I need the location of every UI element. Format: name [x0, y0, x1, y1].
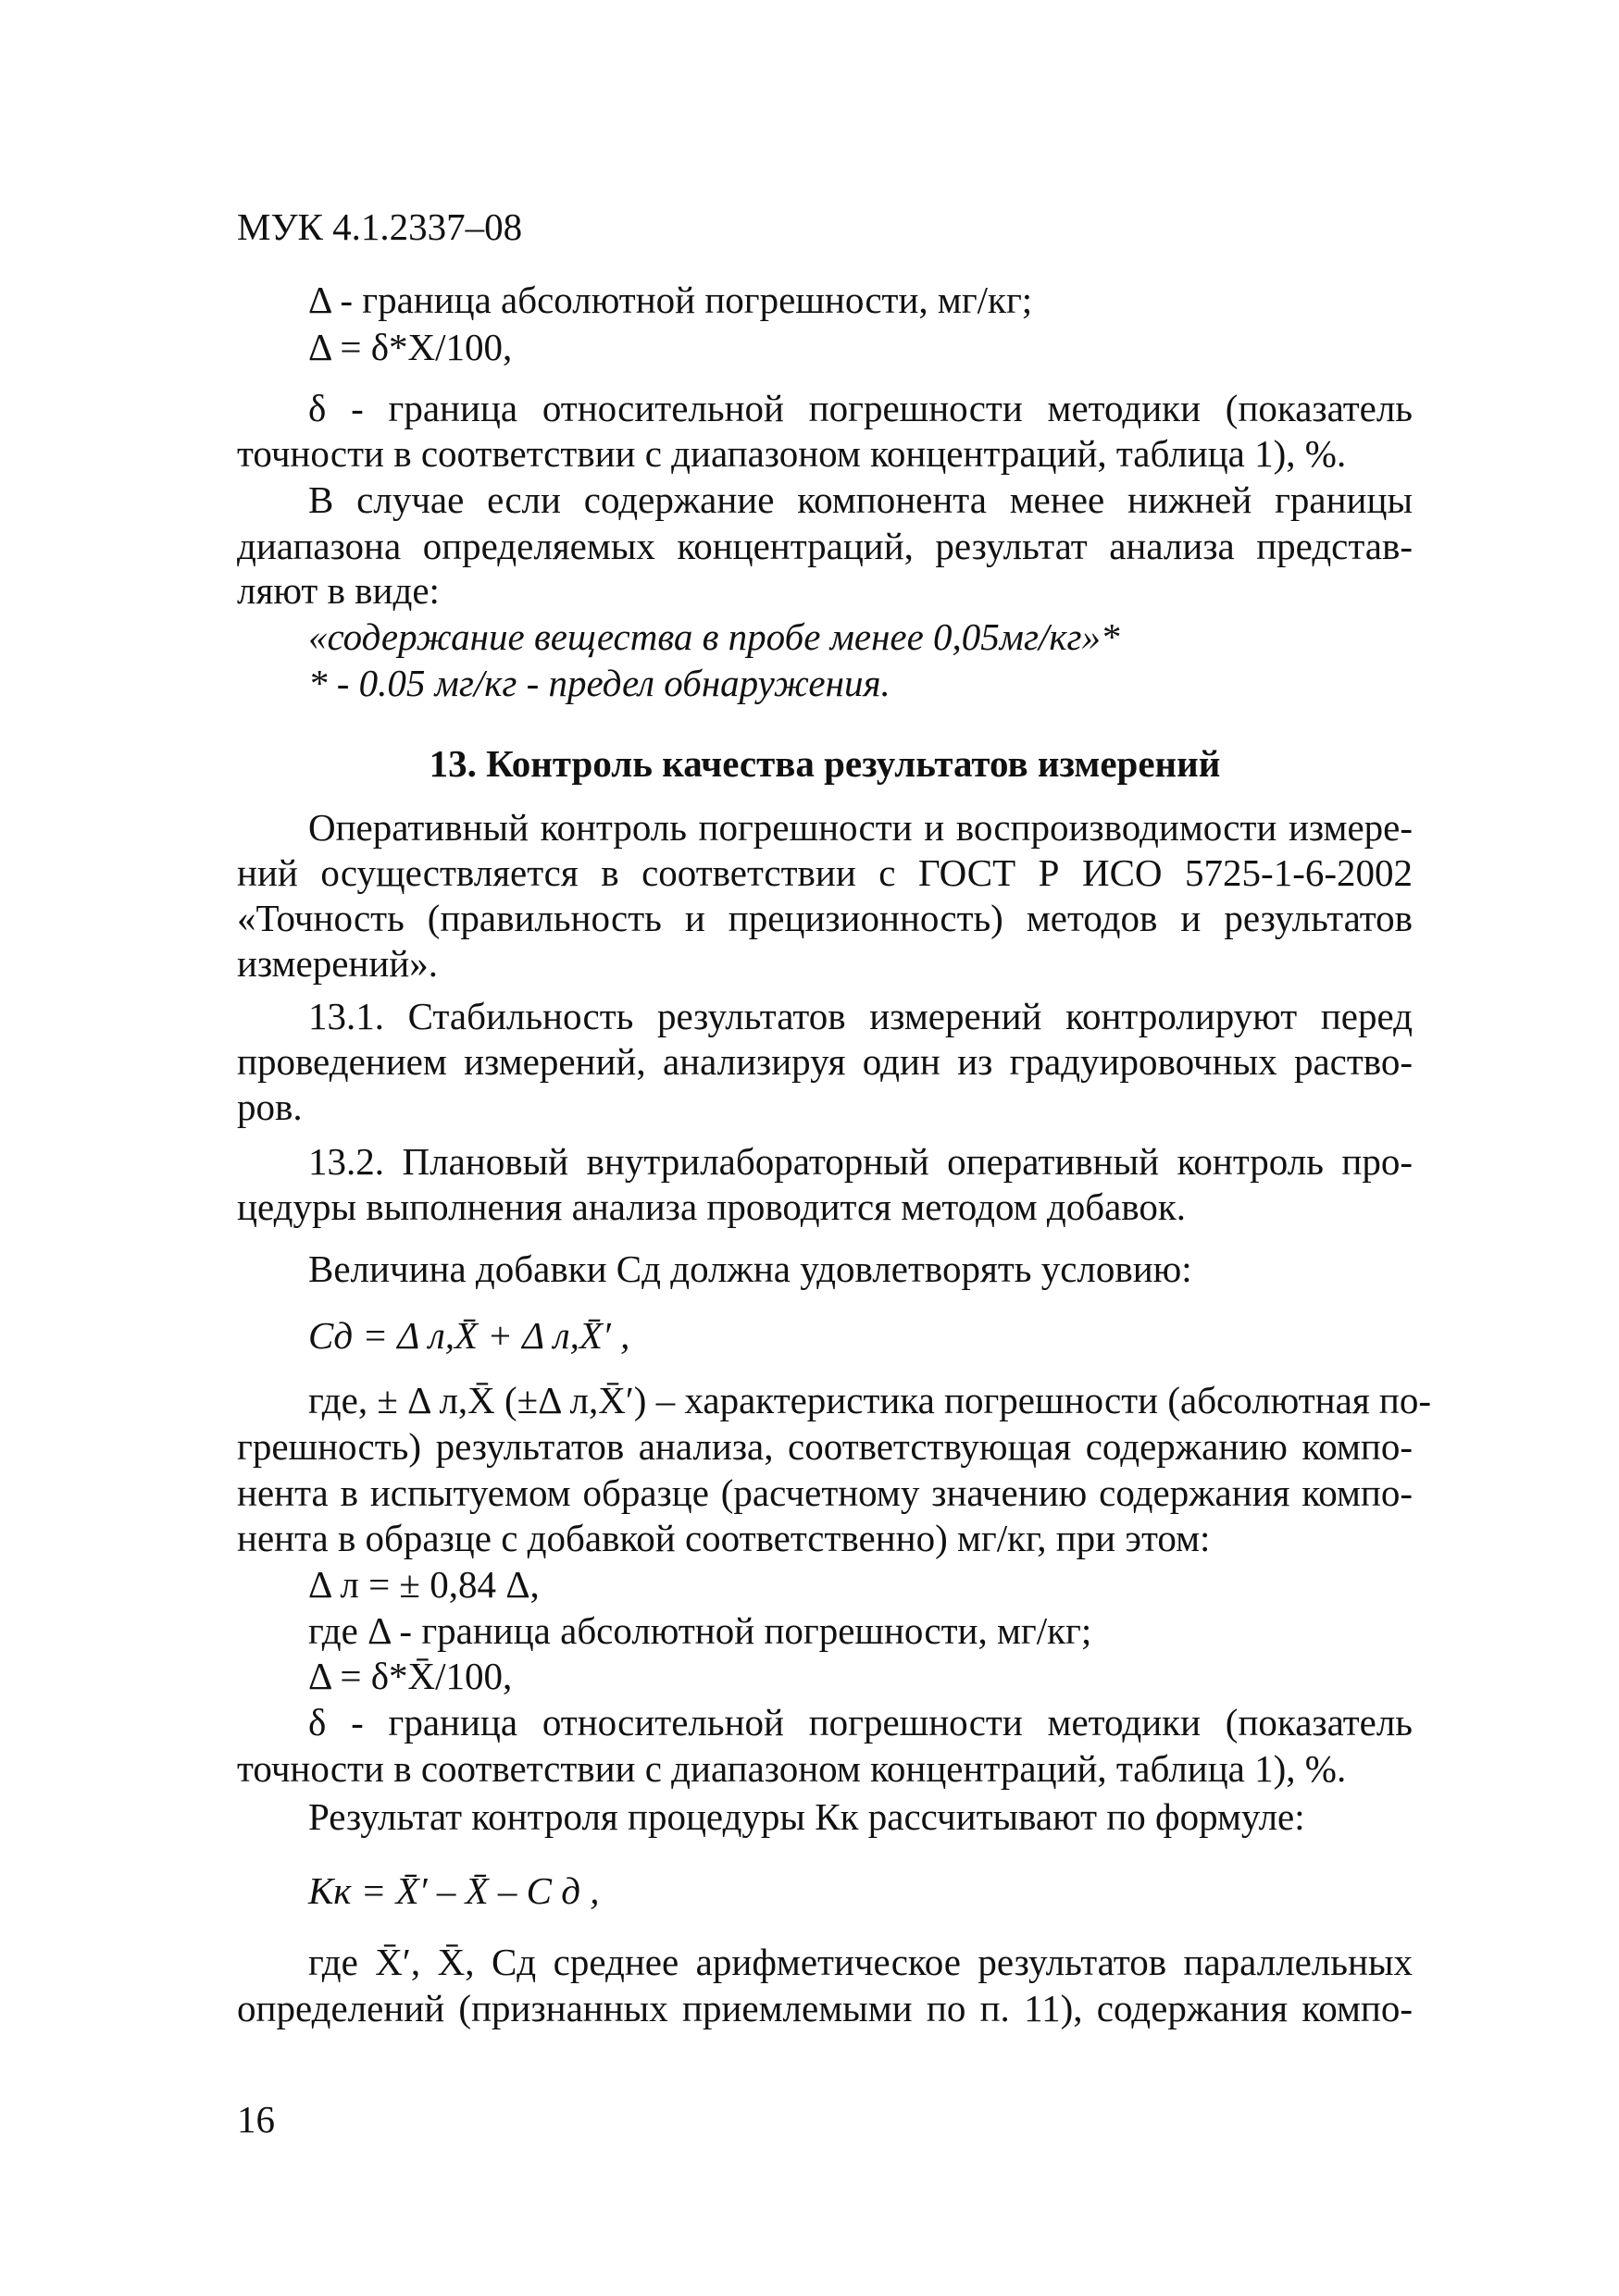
text-line: 13.2. Плановый внутрилабораторный оперативный контроль про-	[308, 1140, 1413, 1183]
text-line: 13.1. Стабильность результатов измерений контролируют перед	[308, 995, 1413, 1037]
text-line: цедуры выполнения анализа проводится методом добавок.	[237, 1185, 1187, 1228]
text-line: ний осуществляется в соответствии с ГОСТ Р ИСО 5725-1-6-2002	[237, 851, 1413, 894]
text-line: проведением измерений, анализируя один из градуировочных раство-	[237, 1040, 1413, 1083]
section-heading: 13. Контроль качества результатов измерений	[429, 742, 1221, 785]
text-line: измерений».	[237, 942, 438, 985]
text-line: точности в соответствии с диапазоном концентраций, таблица 1), %.	[237, 432, 1347, 475]
text-line: В случае если содержание компонента менее нижней границы	[308, 478, 1413, 521]
formula-line: Δ = δ*Х/100,	[308, 326, 513, 368]
text-line: диапазона определяемых концентраций, результат анализа представ-	[237, 525, 1413, 567]
text-line: точности в соответствии с диапазоном концентраций, таблица 1), %.	[237, 1747, 1347, 1790]
text-line: ляют в виде:	[237, 569, 440, 612]
text-line: определений (признанных приемлемыми по п. 11), содержания компо-	[237, 1987, 1413, 2029]
text-line: нента в испытуемом образце (расчетному значению содержания компо-	[237, 1471, 1413, 1514]
text-line: Величина добавки Сд должна удовлетворять условию:	[308, 1247, 1192, 1290]
text-line: ров.	[237, 1086, 303, 1128]
text-line: δ - граница относительной погрешности методики (показатель	[308, 1701, 1413, 1744]
page-number: 16	[237, 2098, 275, 2141]
formula-line: Δ л = ± 0,84 Δ,	[308, 1563, 540, 1606]
formula-line: Кк = X̄′ – X̄ – С д ,	[308, 1869, 600, 1912]
text-line: δ - граница относительной погрешности методики (показатель	[308, 387, 1413, 429]
text-line: где, ± Δ л,X̄ (±Δ л,X̄′) – характеристика погрешности (абсолютная по-	[308, 1379, 1432, 1421]
text-line: грешность) результатов анализа, соответствующая содержанию компо-	[237, 1425, 1413, 1468]
text-line: Δ - граница абсолютной погрешности, мг/кг;	[308, 279, 1033, 321]
text-line: где Δ - граница абсолютной погрешности, мг/кг;	[308, 1609, 1092, 1652]
document-code: МУК 4.1.2337–08	[237, 205, 523, 248]
text-line: Оперативный контроль погрешности и воспроизводимости измере-	[308, 806, 1413, 849]
formula-line: Сд = Δ л,X̄ + Δ л,X̄′ ,	[308, 1314, 630, 1357]
text-line: нента в образце с добавкой соответственно) мг/кг, при этом:	[237, 1517, 1211, 1559]
formula-line: Δ = δ*X̄/100,	[308, 1655, 513, 1697]
text-line: Результат контроля процедуры Кк рассчитывают по формуле:	[308, 1795, 1305, 1838]
italic-line: «содержание вещества в пробе менее 0,05мг/кг»*	[308, 615, 1120, 658]
text-line: «Точность (правильность и прецизионность) методов и результатов	[237, 897, 1413, 939]
text-line: где X̄′, X̄, Сд среднее арифметическое результатов параллельных	[308, 1941, 1413, 1983]
italic-line: * - 0.05 мг/кг - предел обнаружения.	[308, 662, 890, 704]
